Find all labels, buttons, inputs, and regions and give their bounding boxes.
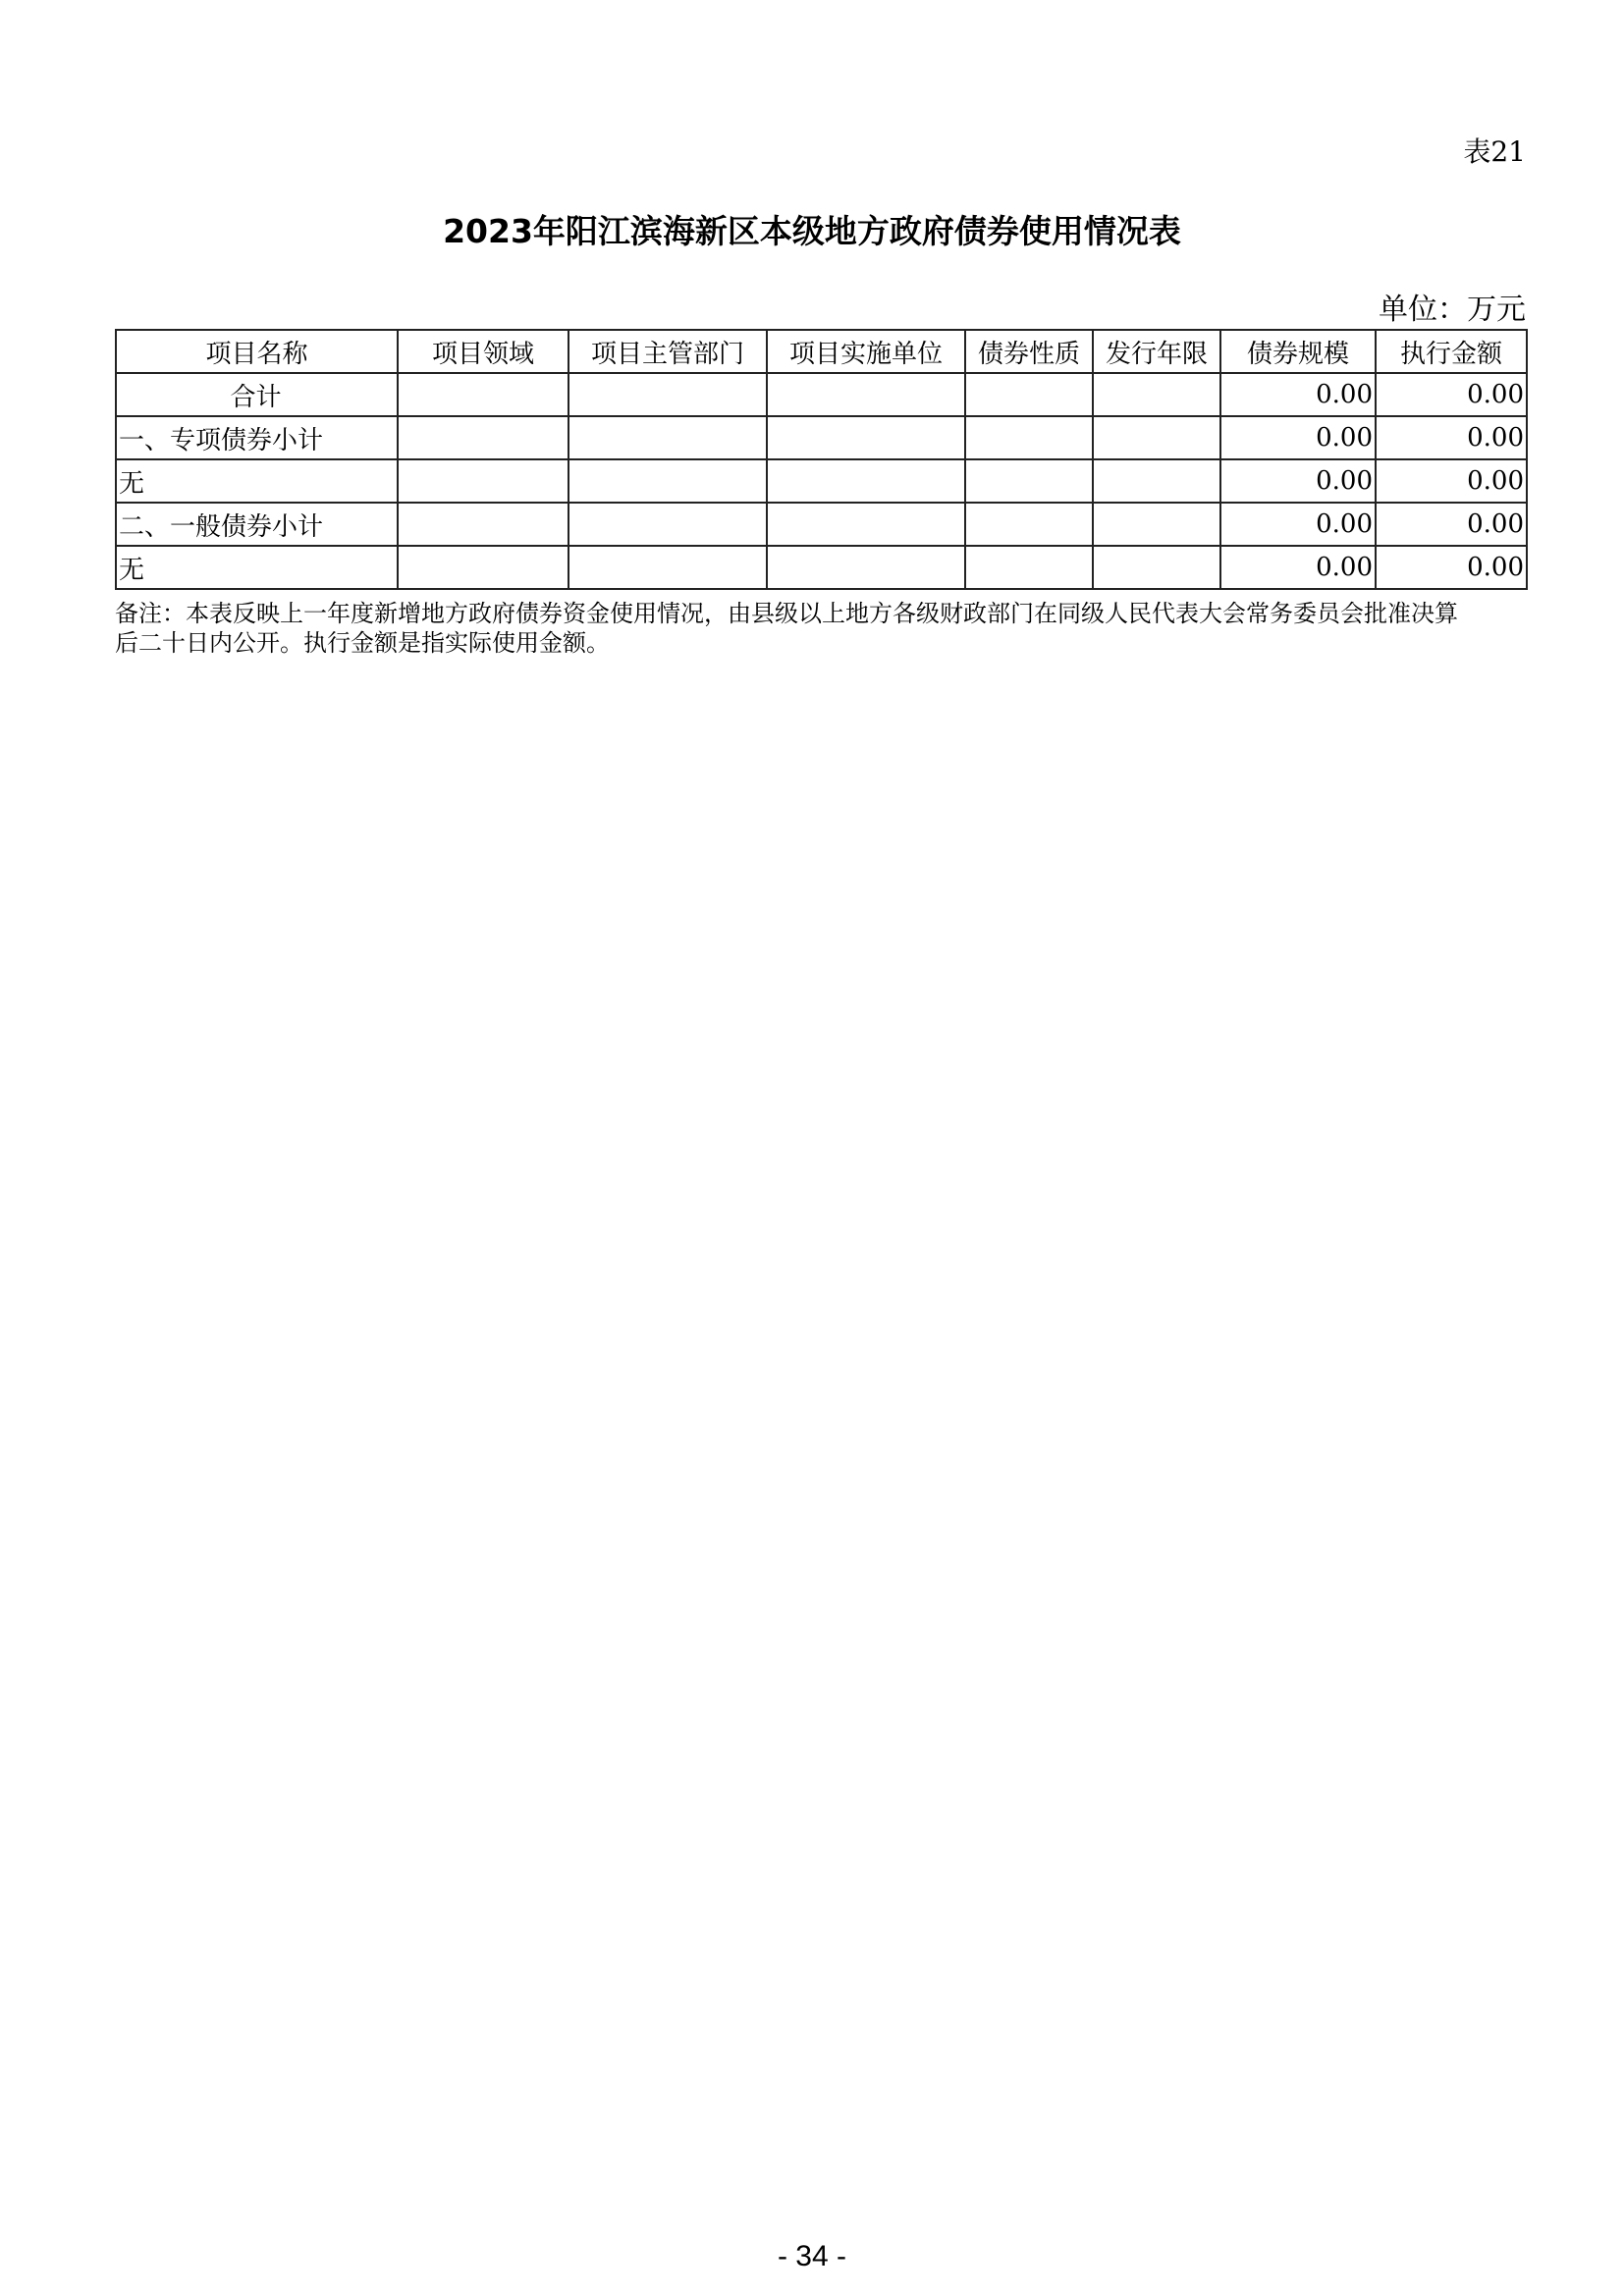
unit-label: 单位：万元 [1379,293,1526,327]
cell-domain [398,459,568,503]
table-row-general-subtotal [116,503,1527,546]
note-line-2: 后二十日内公开。执行金额是指实际使用金额。 [115,629,610,657]
table-row-special-subtotal [116,416,1527,459]
header-implementing-unit: 项目实施单位 [767,330,965,373]
cell-unit [767,416,965,459]
table-row [116,546,1527,589]
cell-dept [568,459,767,503]
cell-name: 无 [116,459,398,503]
cell-dept [568,416,767,459]
document-title: 2023年阳江滨海新区本级地方政府债券使用情况表 [443,212,1181,250]
cell-dept [568,546,767,589]
cell-amount: 0.00 [1376,546,1527,589]
cell-unit [767,503,965,546]
cell-domain [398,416,568,459]
cell-dept [568,503,767,546]
table-row-total [116,373,1527,416]
cell-term [1093,459,1220,503]
cell-name: 无 [116,546,398,589]
header-project-name: 项目名称 [116,330,398,373]
cell-unit [767,459,965,503]
cell-scale: 0.00 [1220,546,1376,589]
cell-nature [965,373,1093,416]
header-issue-term: 发行年限 [1093,330,1220,373]
cell-amount: 0.00 [1376,503,1527,546]
cell-unit [767,373,965,416]
cell-amount: 0.00 [1376,459,1527,503]
header-executed-amount: 执行金额 [1376,330,1527,373]
cell-amount: 0.00 [1376,373,1527,416]
cell-term [1093,373,1220,416]
cell-unit [767,546,965,589]
bond-usage-table [115,329,1528,590]
header-supervising-dept: 项目主管部门 [568,330,767,373]
cell-name: 二、一般债券小计 [116,503,398,546]
table-header-row [116,330,1527,373]
cell-scale: 0.00 [1220,503,1376,546]
cell-scale: 0.00 [1220,373,1376,416]
header-bond-scale: 债券规模 [1220,330,1376,373]
cell-nature [965,416,1093,459]
header-project-domain: 项目领域 [398,330,568,373]
header-bond-nature: 债券性质 [965,330,1093,373]
cell-scale: 0.00 [1220,416,1376,459]
page-number: - 34 - [777,2240,847,2272]
cell-nature [965,546,1093,589]
note-line-1: 备注：本表反映上一年度新增地方政府债券资金使用情况，由县级以上地方各级财政部门在同级人民代表大会常务委员会批准决算 [115,600,1458,627]
cell-amount: 0.00 [1376,416,1527,459]
cell-domain [398,503,568,546]
cell-name: 合计 [116,373,398,416]
cell-scale: 0.00 [1220,459,1376,503]
cell-term [1093,416,1220,459]
cell-nature [965,503,1093,546]
table-row [116,459,1527,503]
cell-dept [568,373,767,416]
cell-term [1093,503,1220,546]
cell-domain [398,373,568,416]
cell-name: 一、专项债券小计 [116,416,398,459]
table-number: 表21 [1463,135,1526,168]
cell-term [1093,546,1220,589]
cell-nature [965,459,1093,503]
cell-domain [398,546,568,589]
table-note [115,599,1529,658]
